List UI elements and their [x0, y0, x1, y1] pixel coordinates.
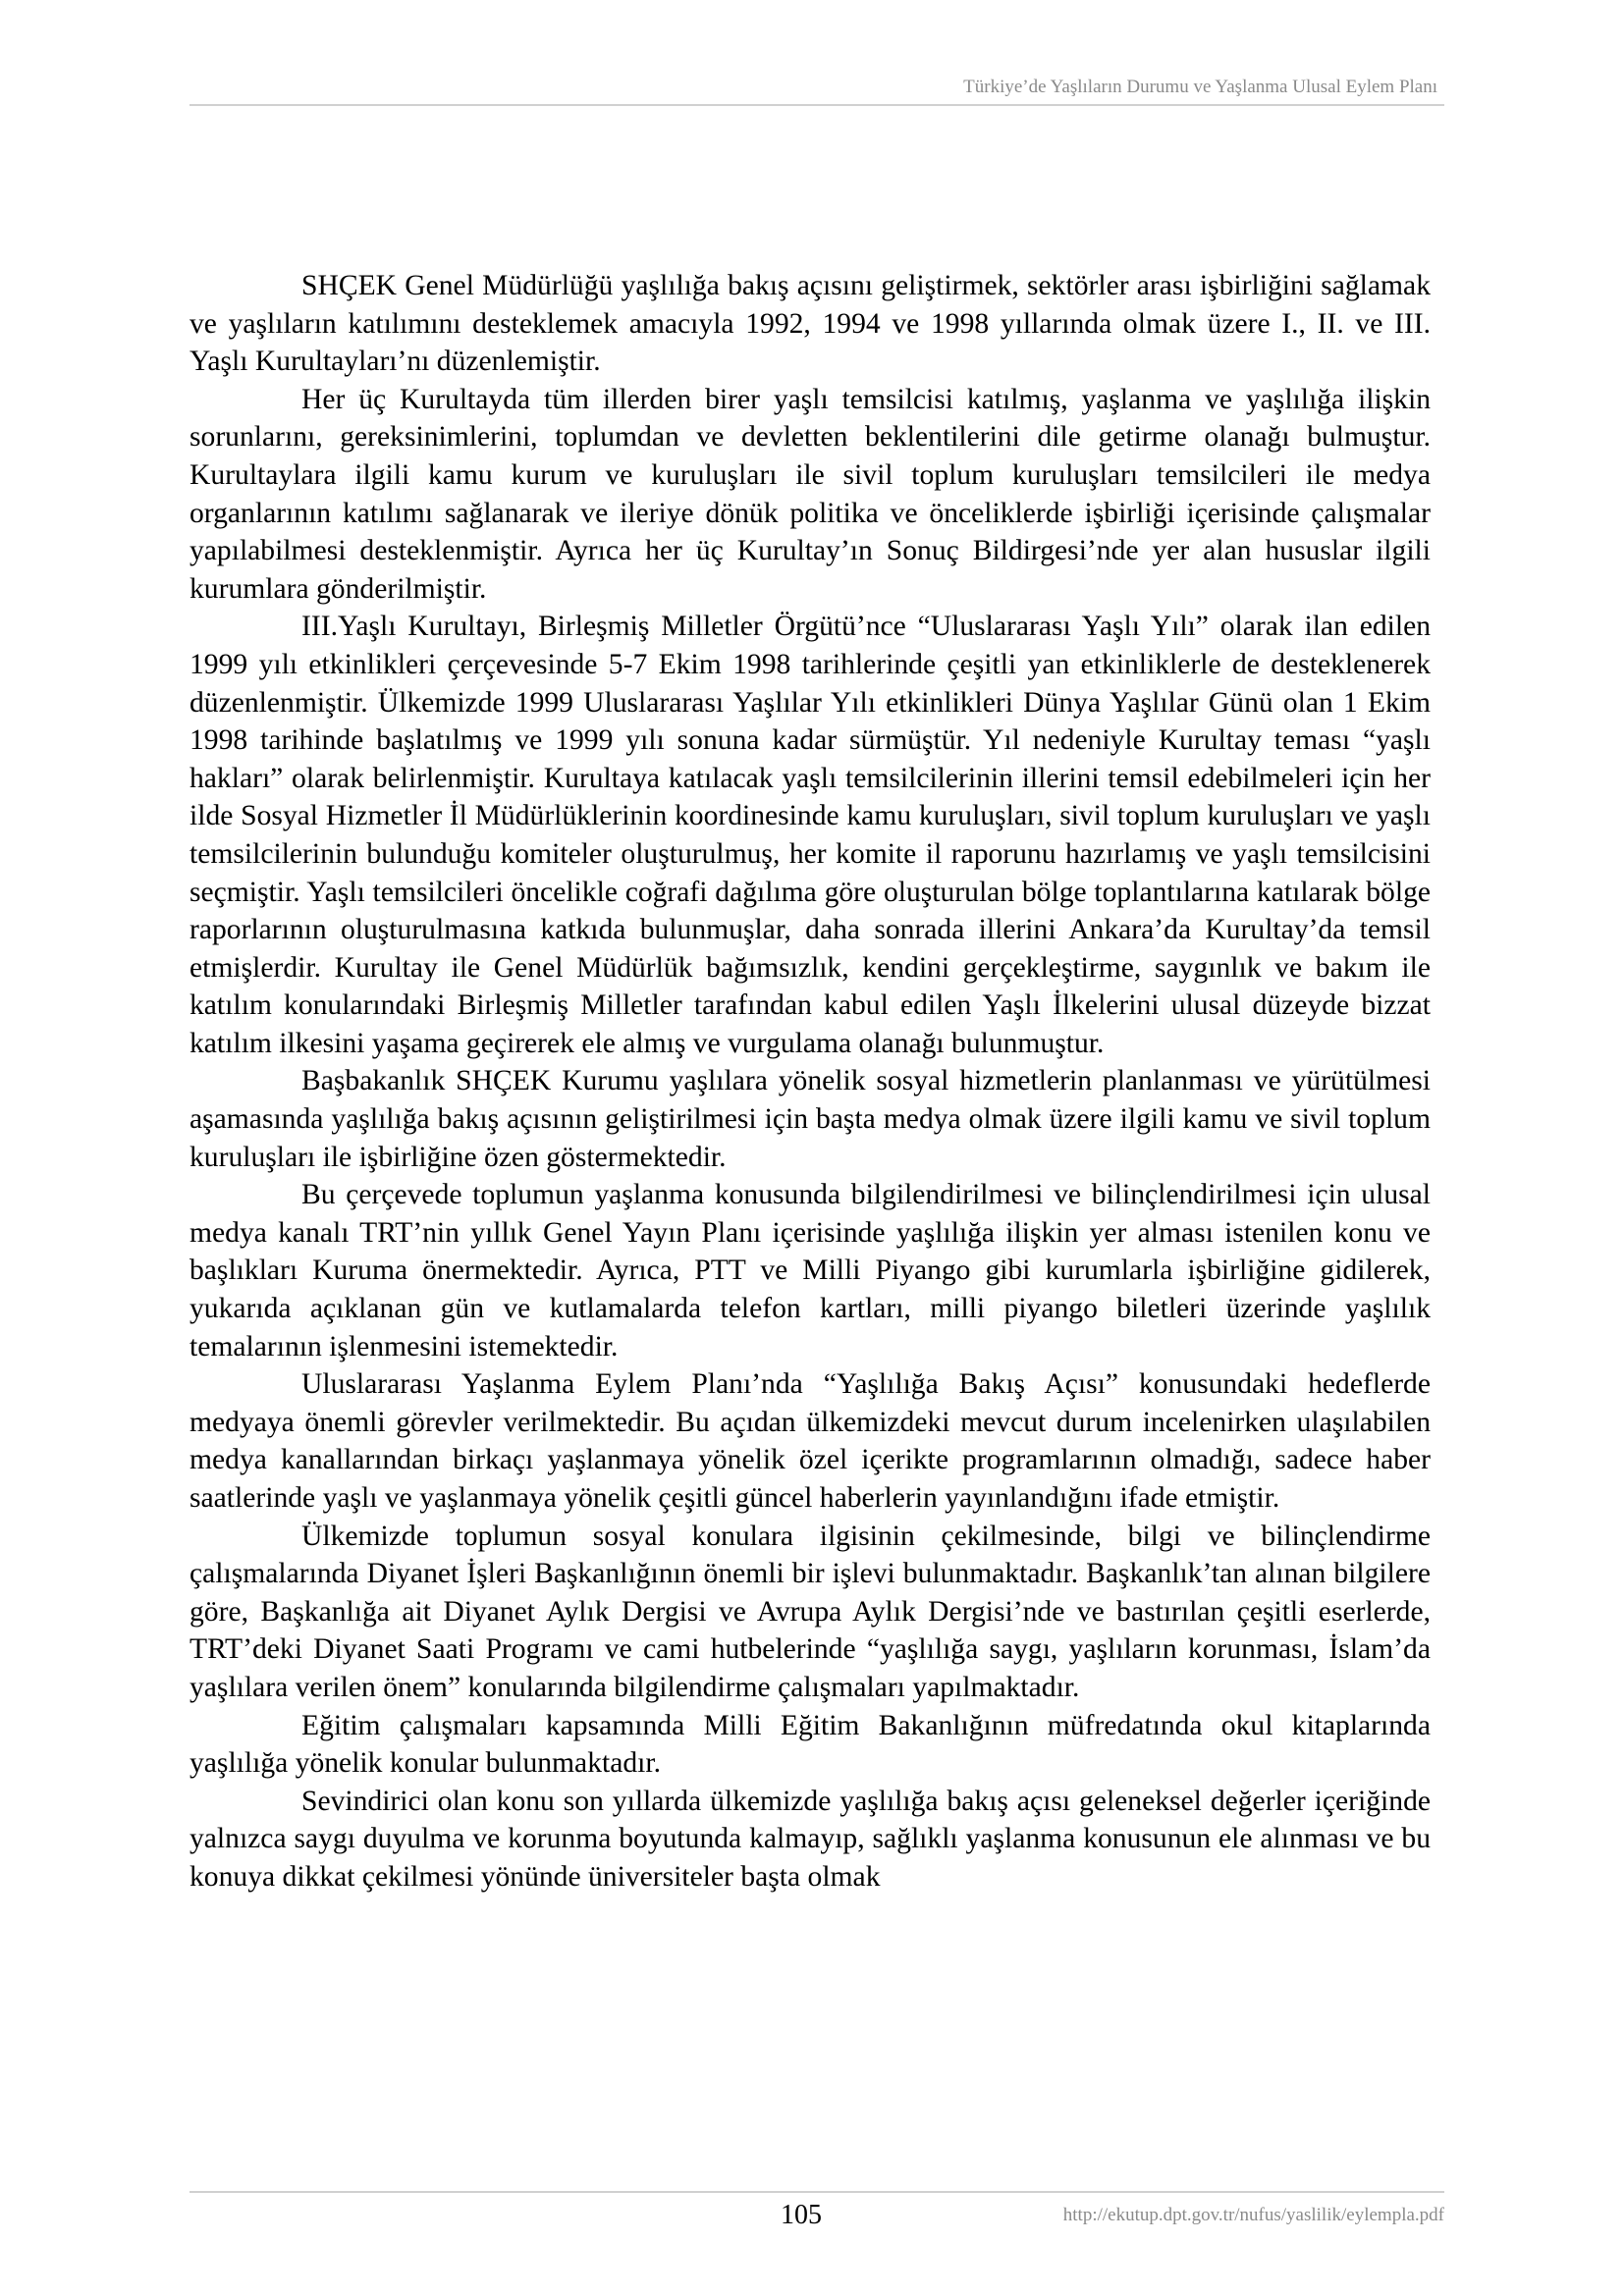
paragraph: SHÇEK Genel Müdürlüğü yaşlılığa bakış açısını geliştirmek, sektörler arası işbirliğini sağlamak ve yaşlıların katılımını desteklemek amacıyla 1992, 1994 ve 1998 yıllarında olmak üzere I., II. ve III. Yaşlı Kurultayları’nı düzenlemiştir.: [189, 270, 1431, 378]
paragraph: Eğitim çalışmaları kapsamında Milli Eğitim Bakanlığının müfredatında okul kitaplarında yaşlılığa yönelik konular bulunmaktadır.: [189, 1709, 1431, 1780]
paragraph: Başbakanlık SHÇEK Kurumu yaşlılara yönelik sosyal hizmetlerin planlanması ve yürütülmesi aşamasında yaşlılığa bakış açısının geliştirilmesi için başta medya olmak üzere ilgili kamu ve sivil toplum kuruluşları ile işbirliğine özen göstermektedir.: [189, 1065, 1431, 1173]
paragraph: Uluslararası Yaşlanma Eylem Planı’nda “Yaşlılığa Bakış Açısı” konusundaki hedeflerde medyaya önemli görevler verilmektedir. Bu açıdan ülkemizdeki mevcut durum incelenirken ulaşılabilen medya kanallarından birkaçı yaşlanmaya yönelik özel içerikte programlarının olmadığı, sadece haber saatlerinde yaşlı ve yaşlanmaya yönelik çeşitli güncel haberlerin yayınlandığını ifade etmiştir.: [189, 1368, 1431, 1514]
paragraph: Sevindirici olan konu son yıllarda ülkemizde yaşlılığa bakış açısı geleneksel değerler içeriğinde yalnızca saygı duyulma ve korunma boyutunda kalmayıp, sağlıklı yaşlanma konusunun ele alınması ve bu konuya dikkat çekilmesi yönünde üniversiteler başta olmak: [189, 1785, 1431, 1893]
document-body: [189, 267, 1431, 1896]
page-number: 105: [781, 2200, 822, 2230]
paragraph: III.Yaşlı Kurultayı, Birleşmiş Milletler Örgütü’nce “Uluslararası Yaşlı Yılı” olarak ilan edilen 1999 yılı etkinlikleri çerçevesinde 5-7 Ekim 1998 tarihlerinde çeşitli yan etkinliklerle de desteklenerek düzenlenmiştir. Ülkemizde 1999 Uluslararası Yaşlılar Yılı etkinlikleri Dünya Yaşlılar Günü olan 1 Ekim 1998 tarihinde başlatılmış ve 1999 yılı sonuna kadar sürmüştür. Yıl nedeniyle Kurultay teması “yaşlı hakları” olarak belirlenmiştir. Kurultaya katılacak yaşlı temsilcilerinin illerini temsil edebilmeleri için her ilde Sosyal Hizmetler İl Müdürlüklerinin koordinesinde kamu kuruluşları, sivil toplum kuruluşları ve yaşlı temsilcilerinin bulunduğu komiteler oluşturulmuş, her komite il raporunu hazırlamış ve yaşlı temsilcisini seçmiştir. Yaşlı temsilcileri öncelikle coğrafi dağılıma göre oluşturulan bölge toplantılarına katılarak bölge raporlarının oluşturulmasına katkıda bulunmuşlar, daha sonrada illerini Ankara’da Kurultay’da temsil etmişlerdir. Kurultay ile Genel Müdürlük bağımsızlık, kendini gerçekleştirme, saygınlık ve bakım ile katılım konularındaki Birleşmiş Milletler tarafından kabul edilen Yaşlı İlkelerini ulusal düzeyde bizzat katılım ilkesini yaşama geçirerek ele almış ve vurgulama olanağı bulunmuştur.: [189, 611, 1431, 1059]
paragraph: Her üç Kurultayda tüm illerden birer yaşlı temsilcisi katılmış, yaşlanma ve yaşlılığa ilişkin sorunlarını, gereksinimlerini, toplumdan ve devletten beklentilerini dile getirme olanağı bulmuştur. Kurultaylara ilgili kamu kurum ve kuruluşları ile sivil toplum kuruluşları temsilcileri ile medya organlarının katılımı sağlanarak ve ileriye dönük politika ve önceliklerde işbirliği içerisinde çalışmalar yapılabilmesi desteklenmiştir. Ayrıca her üç Kurultay’ın Sonuç Bildirgesi’nde yer alan hususlar ilgili kurumlara gönderilmiştir.: [189, 383, 1431, 605]
header-divider: [189, 104, 1444, 106]
running-header-title: Türkiye’de Yaşlıların Durumu ve Yaşlanma Ulusal Eylem Planı: [963, 77, 1437, 97]
paragraph: Ülkemizde toplumun sosyal konulara ilgisinin çekilmesinde, bilgi ve bilinçlendirme çalışmalarında Diyanet İşleri Başkanlığının önemli bir işlevi bulunmaktadır. Başkanlık’tan alınan bilgilere göre, Başkanlığa ait Diyanet Aylık Dergisi ve Avrupa Aylık Dergisi’nde ve bastırılan çeşitli eserlerde, TRT’deki Diyanet Saati Programı ve cami hutbelerinde “yaşlılığa saygı, yaşlıların korunması, İslam’da yaşlılara verilen önem” konularında bilgilendirme çalışmaları yapılmaktadır.: [189, 1520, 1431, 1703]
footer-divider: [189, 2191, 1444, 2193]
footer-source-url: http://ekutup.dpt.gov.tr/nufus/yaslilik/eylempla.pdf: [1062, 2205, 1444, 2225]
paragraph: Bu çerçevede toplumun yaşlanma konusunda bilgilendirilmesi ve bilinçlendirilmesi için ulusal medya kanalı TRT’nin yıllık Genel Yayın Planı içerisinde yaşlılığa ilişkin yer alması istenilen konu ve başlıkları Kuruma önermektedir. Ayrıca, PTT ve Milli Piyango gibi kurumlarla işbirliğine gidilerek, yukarıda açıklanan gün ve kutlamalarda telefon kartları, milli piyango biletleri üzerinde yaşlılık temalarının işlenmesini istemektedir.: [189, 1179, 1431, 1362]
